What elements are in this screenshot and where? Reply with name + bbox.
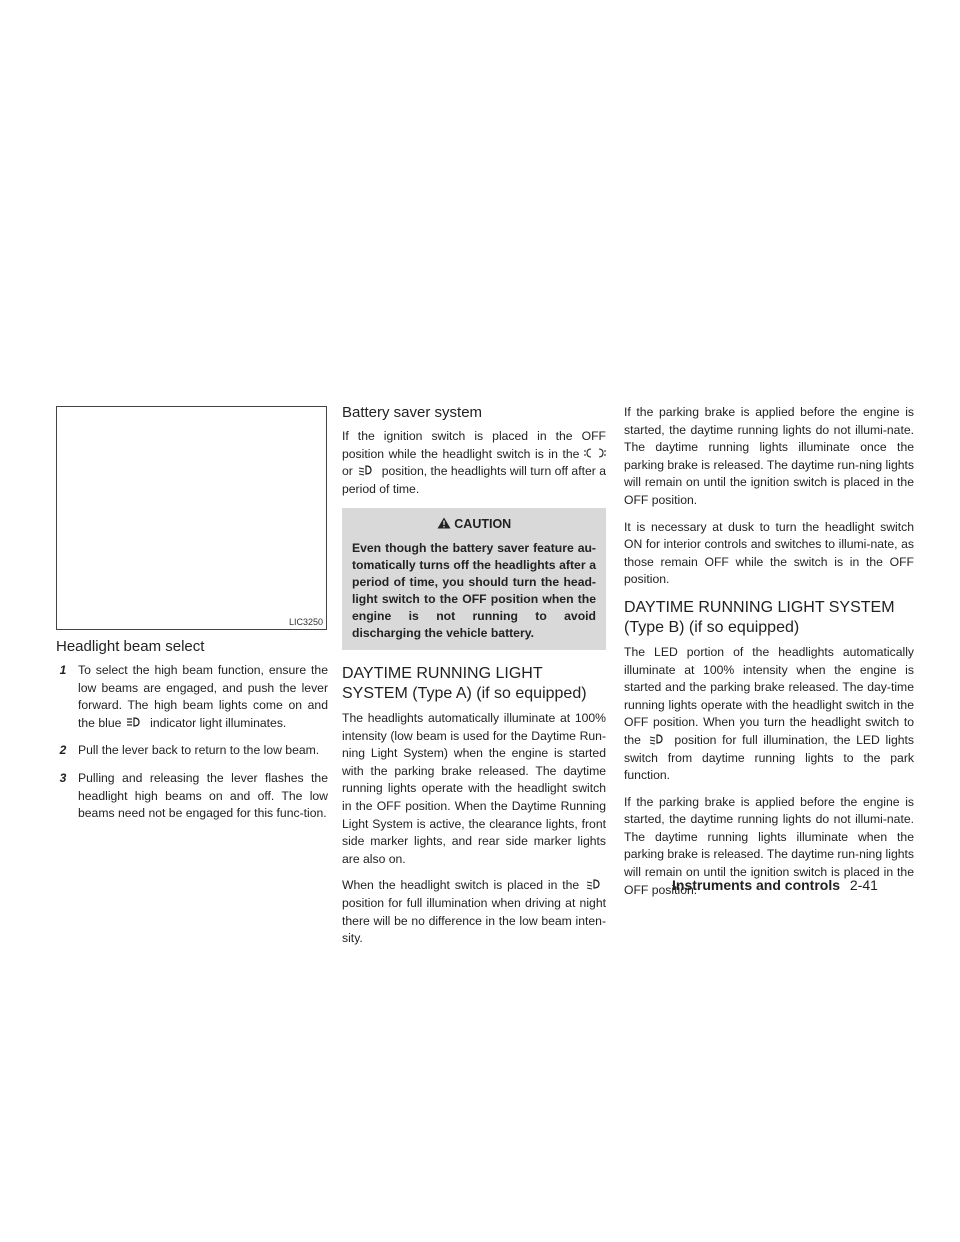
heading-headlight-beam-select: Headlight beam select	[56, 638, 205, 655]
text: If the ignition switch is placed in the OFF position while the headlight switch is in the	[342, 429, 606, 461]
step-2	[56, 742, 328, 760]
column-3	[624, 404, 914, 908]
parking-light-icon	[584, 447, 606, 459]
step-3	[56, 770, 328, 823]
caution-box	[342, 508, 606, 650]
warning-icon	[437, 517, 451, 529]
text: position, the headlights will turn off after a period of time.	[342, 464, 607, 496]
text: position for full illumination, the LED lights switch from daytime running lights to the park function.	[624, 732, 915, 783]
paragraph-drl-full-illumination	[342, 877, 606, 947]
paragraph-parking-brake-b: If the parking brake is applied before the engine is started, the daytime running lights do not illumi-nate. The daytime running lights illuminate when the parking brake is released. The daytime run-ning lights will remain on until the ignition switch is placed in the OFF position.	[624, 794, 914, 897]
step-text: Pulling and releasing the lever flashes the headlight high beams on and off. The low beams need not be engaged for this func-tion.	[78, 770, 328, 821]
paragraph-drl-type-b	[624, 644, 914, 785]
step-number: 1	[59, 663, 67, 677]
text: The LED portion of the headlights automatically illuminate at 100% intensity when the engine is started and the parking brake released. The day-time running lights operate with the headlight switch in the OFF position. When you turn the headlight switch to the	[624, 644, 914, 747]
caution-text: Even though the battery saver feature au-tomatically turns off the headlights after a period of time, you should turn the head-light switch to the OFF position when the engine is not running to avoid discharging the vehicle battery.	[352, 540, 596, 640]
column-2	[342, 404, 606, 957]
headlight-icon	[647, 733, 669, 745]
figure-label: LIC3250	[288, 617, 323, 627]
paragraph-parking-brake: If the parking brake is applied before the engine is started, the daytime running lights do not illumi-nate. The daytime running lights illuminate once the parking brake is released. The daytime run-ning lights will remain on until the ignition switch is placed in the OFF position.	[624, 405, 914, 507]
heading-battery-saver: Battery saver system	[342, 404, 483, 421]
text: When the headlight switch is placed in the	[342, 878, 580, 893]
step-text: To select the high beam function, ensure the low beams are engaged, and push the lever forward. The high beam lights come on and the blue	[78, 663, 328, 730]
step-text: Pull the lever back to return to the low beam.	[78, 743, 320, 758]
step-number: 2	[59, 743, 67, 758]
headlight-icon	[356, 464, 378, 476]
step-number: 3	[59, 770, 67, 785]
step-text-tail: indicator light illuminates.	[150, 715, 287, 730]
page-number: 2-41	[849, 877, 878, 893]
headlight-icon	[584, 878, 606, 890]
paragraph-battery-saver	[342, 428, 606, 498]
heading-drl-type-b: DAYTIME RUNNING LIGHT SYSTEM (Type B) (if so equipped)	[624, 598, 895, 636]
page-footer	[672, 877, 878, 893]
caution-header	[352, 516, 596, 534]
heading-drl-type-a: DAYTIME RUNNING LIGHT SYSTEM (Type A) (if so equipped)	[342, 664, 587, 702]
section-title: Instruments and controls	[672, 877, 841, 893]
figure-frame	[56, 406, 327, 630]
caution-title: CAUTION	[454, 517, 512, 532]
text: or	[342, 464, 353, 479]
paragraph-dusk: It is necessary at dusk to turn the headlight switch ON for interior controls and switches to illumi-nate, as those remain OFF while the switch is in the OFF position.	[624, 519, 914, 587]
high-beam-icon	[125, 716, 147, 728]
paragraph-drl-type-a: The headlights automatically illuminate at 100% intensity (low beam is used for the Daytime Run-ning Light System) when the engine is started with the parking brake released. The daytime running lights operate with the headlight switch in the OFF position. When the Daytime Running Light System is active, the clearance lights, front side marker lights, and rear side marker lights are also on.	[342, 710, 606, 866]
text: position for full illumination when driving at night there will be no difference in the low beam inten-sity.	[342, 895, 606, 946]
column-1	[56, 638, 328, 833]
step-1	[56, 662, 328, 732]
